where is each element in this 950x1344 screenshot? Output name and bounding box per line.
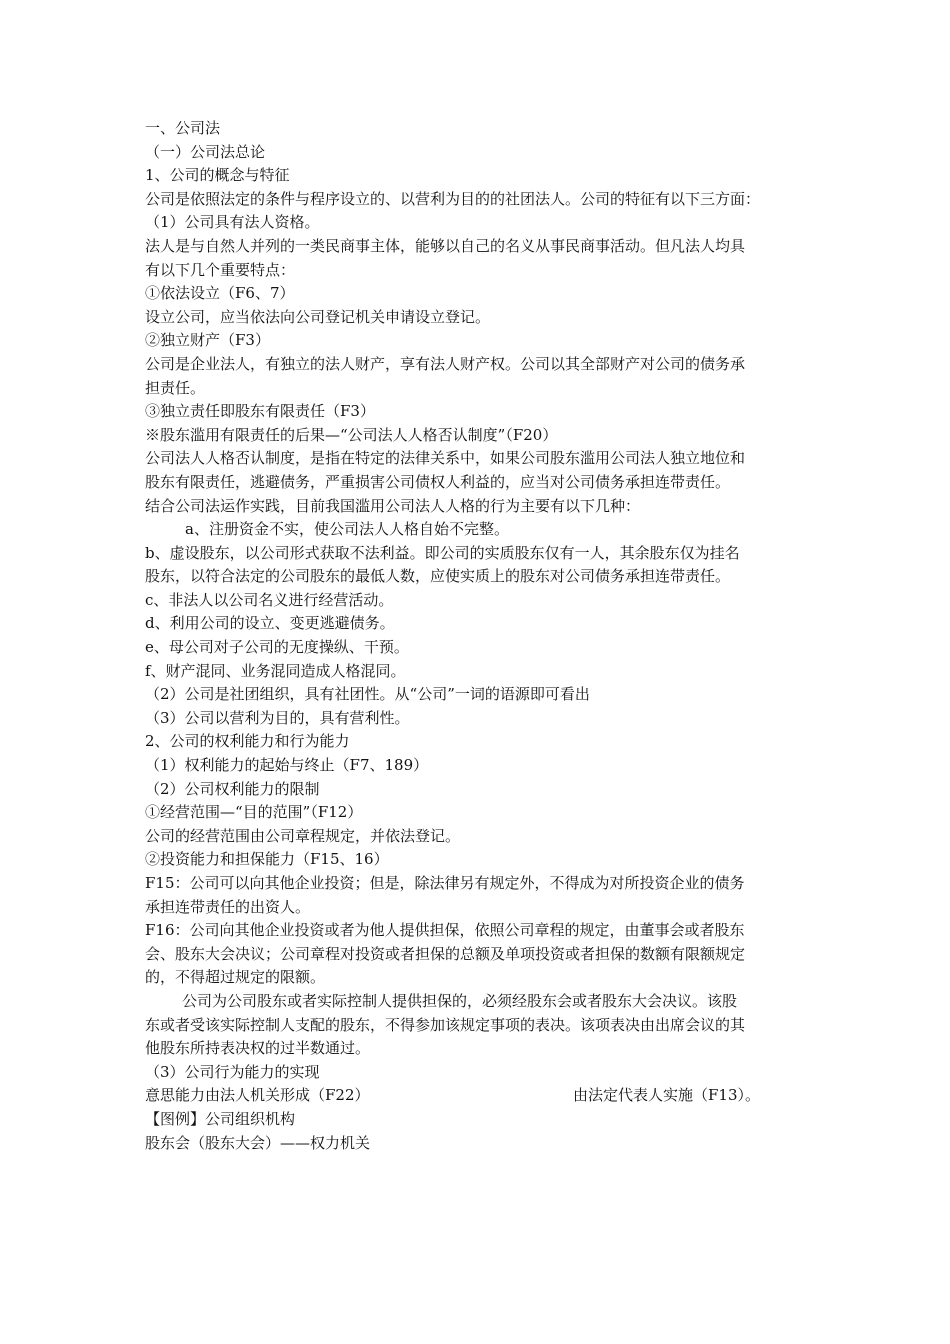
paragraph-line: 担责任。 (145, 378, 206, 397)
item-investment-guarantee: ②投资能力和担保能力（F15、16） (145, 850, 389, 869)
paragraph-line: 有以下几个重要特点： (145, 260, 296, 279)
paragraph-line: 设立公司，应当依法向公司登记机关申请设立登记。 (145, 307, 491, 326)
paragraph-line: 法人是与自然人并列的一类民商事主体，能够以自己的名义从事民商事活动。但凡法人均具 (145, 236, 746, 255)
list-item-a: a、注册资金不实，使公司法人人格自始不完整。 (185, 520, 509, 539)
paragraph-line: 股东，以符合法定的公司股东的最低人数，应使实质上的股东对公司债务承担连带责任。 (145, 567, 731, 586)
list-item-c: c、非法人以公司名义进行经营活动。 (145, 590, 394, 609)
paragraph-guarantee: 公司为公司股东或者实际控制人提供担保的，必须经股东会或者股东大会决议。该股 (182, 991, 738, 1010)
paragraph-line: 公司的经营范围由公司章程规定，并依法登记。 (145, 826, 461, 845)
subheading-general-theory: （一）公司法总论 (145, 142, 266, 161)
representative-text: 由法定代表人实施（F13）。 (573, 1086, 760, 1105)
shareholders-meeting-line: 股东会（股东大会）——权力机关 (145, 1133, 371, 1152)
note-piercing-veil: ※股东滥用有限责任的后果—“公司法人人格否认制度”（F20） (145, 425, 558, 444)
section-capacity: 2、公司的权利能力和行为能力 (145, 732, 350, 751)
list-item-b: b、虚设股东，以公司形式获取不法利益。即公司的实质股东仅有一人，其余股东仅为挂名 (145, 543, 740, 562)
paragraph-line: 结合公司法运作实践，目前我国滥用公司法人人格的行为主要有以下几种： (145, 496, 641, 515)
paragraph-line: 公司是依照法定的条件与程序设立的、以营利为目的的社团法人。公司的特征有以下三方面： (145, 189, 761, 208)
section-concept-features: 1、公司的概念与特征 (145, 166, 290, 185)
paragraph-line: 承担连带责任的出资人。 (145, 897, 311, 916)
article-f16: F16：公司向其他企业投资或者为他人提供担保，依照公司章程的规定，由董事会或者股东 (145, 921, 745, 940)
paragraph-line: 的，不得超过规定的限额。 (145, 968, 326, 987)
paragraph-line: 股东有限责任，逃避债务，严重损害公司债权人利益的，应当对公司债务承担连带责任。 (145, 472, 731, 491)
item-limited-liability: ③独立责任即股东有限责任（F3） (145, 402, 375, 421)
document-body (145, 117, 810, 1155)
article-f15: F15：公司可以向其他企业投资；但是，除法律另有规定外，不得成为对所投资企业的债务 (145, 874, 745, 892)
will-capacity-text: 意思能力由法人机关形成（F22） (145, 1086, 370, 1105)
paragraph-line: 公司法人人格否认制度，是指在特定的法律关系中，如果公司股东滥用公司法人独立地位和 (145, 449, 746, 468)
capacity-split-line (145, 1084, 810, 1108)
paragraph-line: 会、股东大会决议；公司章程对投资或者担保的总额及单项投资或者担保的数额有限额规定 (145, 944, 746, 963)
item-capacity-realization: （3）公司行为能力的实现 (145, 1062, 320, 1081)
diagram-caption: 【图例】公司组织机构 (145, 1109, 296, 1128)
item-legal-person: （1）公司具有法人资格。 (145, 213, 320, 232)
list-item-d: d、利用公司的设立、变更逃避债务。 (145, 614, 395, 633)
paragraph-line: 公司是企业法人，有独立的法人财产，享有法人财产权。公司以其全部财产对公司的债务承 (145, 354, 746, 373)
item-profit-purpose: （3）公司以营利为目的，具有营利性。 (145, 708, 410, 727)
item-capacity-start-end: （1）权利能力的起始与终止（F7、189） (145, 756, 429, 775)
paragraph-line: 东或者受该实际控制人支配的股东，不得参加该规定事项的表决。该项表决由出席会议的其 (145, 1015, 746, 1034)
item-established-by-law: ①依法设立（F6、7） (145, 284, 295, 303)
list-item-e: e、母公司对子公司的无度操纵、干预。 (145, 638, 409, 657)
heading-company-law: 一、公司法 (145, 119, 221, 137)
list-item-f: f、财产混同、业务混同造成人格混同。 (145, 661, 406, 680)
item-business-scope: ①经营范围—“目的范围”（F12） (145, 803, 363, 822)
item-social-organization: （2）公司是社团组织，具有社团性。从“公司”一词的语源即可看出 (145, 685, 590, 704)
paragraph-line: 他股东所持表决权的过半数通过。 (145, 1039, 371, 1058)
item-independent-property: ②独立财产（F3） (145, 331, 270, 350)
item-capacity-limits: （2）公司权利能力的限制 (145, 779, 320, 798)
